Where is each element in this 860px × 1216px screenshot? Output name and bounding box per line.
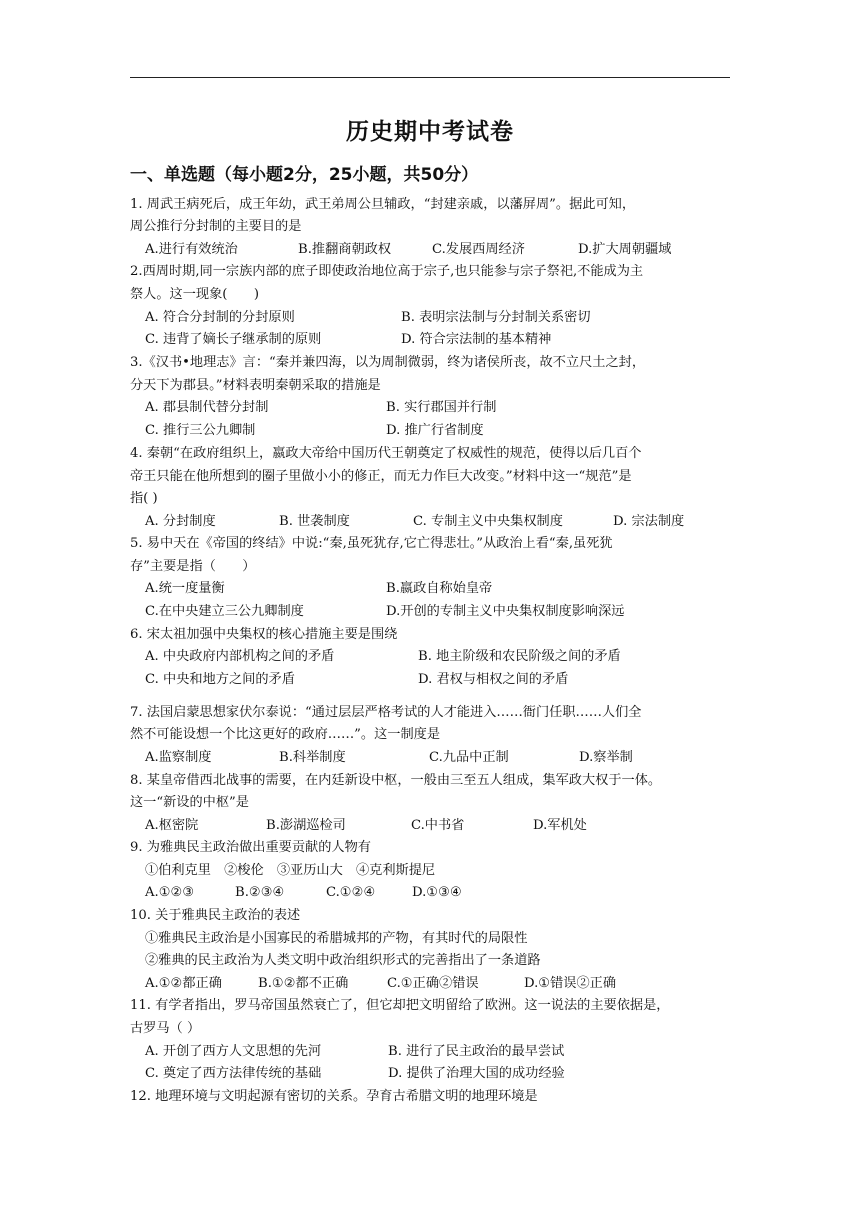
question-11-line-2: 古罗马（ ） (130, 1021, 201, 1036)
question-7-option-b: B.科举制度 (279, 750, 346, 765)
question-5-option-a: A.统一度量衡 (145, 581, 225, 596)
question-11-option-c: C. 奠定了西方法律传统的基础 (145, 1066, 322, 1081)
question-2-option-a: A. 符合分封制的分封原则 (145, 310, 295, 325)
question-7-line-1: 7. 法国启蒙思想家伏尔泰说：“通过层层严格考试的人才能进入……衙门任职……人们全 (130, 705, 642, 720)
question-9-option-a: A.①②③ (145, 885, 195, 900)
question-6-option-a: A. 中央政府内部机构之间的矛盾 (145, 649, 335, 664)
question-3-option-b: B. 实行郡国并行制 (386, 400, 497, 415)
question-7-option-d: D.察举制 (579, 750, 633, 765)
question-1-line-1: 1. 周武王病死后，成王年幼，武王弟周公旦辅政，“封建亲戚，以藩屏周”。据此可知， (130, 197, 636, 212)
question-9-option-b: B.②③④ (235, 885, 285, 900)
question-1-option-d: D.扩大周朝疆域 (578, 242, 672, 257)
question-4-line-2: 帝王只能在他所想到的圈子里做小小的修正，而无力作巨大改变。”材料中这一“规范”是 (130, 469, 632, 484)
question-11-option-b: B. 进行了民主政治的最早尝试 (388, 1044, 565, 1059)
question-3-option-d: D. 推广行省制度 (386, 423, 484, 438)
question-11-option-d: D. 提供了治理大国的成功经验 (388, 1066, 565, 1081)
question-10-line-1: 10. 关于雅典民主政治的表述 (130, 908, 301, 923)
question-10-option-c: C.①正确②错误 (387, 976, 479, 991)
question-3-option-a: A. 郡县制代替分封制 (145, 400, 269, 415)
question-9-option-c: C.①②④ (326, 885, 376, 900)
question-6-option-d: D. 君权与相权之间的矛盾 (418, 672, 569, 687)
question-1-line-2: 周公推行分封制的主要目的是 (130, 219, 302, 234)
question-5-line-2: 存”主要是指（ ） (130, 559, 256, 574)
question-2-option-d: D. 符合宗法制的基本精神 (401, 332, 552, 347)
question-8-option-d: D.军机处 (533, 818, 587, 833)
question-4-option-b: B. 世袭制度 (279, 514, 350, 529)
question-8-line-2: 这一“新设的中枢”是 (130, 795, 249, 810)
question-2-line-1: 2.西周时期,同一宗族内部的庶子即使政治地位高于宗子,也只能参与宗子祭祀,不能成为主 (130, 264, 644, 279)
question-4-line-3: 指( ) (130, 491, 158, 506)
question-4-option-d: D. 宗法制度 (613, 514, 685, 529)
question-9-option-d: D.①③④ (412, 885, 462, 900)
question-7-line-2: 然不可能设想一个比这更好的政府……”。这一制度是 (130, 727, 441, 742)
question-8-option-a: A.枢密院 (145, 818, 199, 833)
question-3-line-2: 分天下为郡县。”材料表明秦朝采取的措施是 (130, 378, 381, 393)
question-7-option-a: A.监察制度 (145, 750, 212, 765)
question-10-option-d: D.①错误②正确 (524, 976, 617, 991)
header-rule (130, 77, 730, 78)
question-7-option-c: C.九品中正制 (429, 750, 509, 765)
question-1-option-a: A.进行有效统治 (145, 242, 238, 257)
question-4-option-c: C. 专制主义中央集权制度 (413, 514, 563, 529)
question-6-option-c: C. 中央和地方之间的矛盾 (145, 672, 295, 687)
question-10-line-2: ①雅典民主政治是小国寡民的希腊城邦的产物，有其时代的局限性 (145, 931, 528, 946)
question-5-option-d: D.开创的专制主义中央集权制度影响深远 (386, 604, 625, 619)
question-2-option-b: B. 表明宗法制与分封制关系密切 (401, 310, 591, 325)
question-10-option-a: A.①②都正确 (145, 976, 222, 991)
question-5-line-1: 5. 易中天在《帝国的终结》中说:“秦,虽死犹存,它亡得悲壮。”从政治上看“秦,虽死犹 (130, 536, 613, 551)
question-4-line-1: 4. 秦朝“在政府组织上，嬴政大帝给中国历代王朝奠定了权威性的规范，使得以后几百个 (130, 446, 642, 461)
question-8-option-c: C.中书省 (411, 818, 465, 833)
question-1-option-b: B.推翻商朝政权 (298, 242, 392, 257)
question-5-option-c: C.在中央建立三公九卿制度 (145, 604, 304, 619)
question-10-line-3: ②雅典的民主政治为人类文明中政治组织形式的完善指出了一条道路 (145, 953, 541, 968)
question-9-line-1: 9. 为雅典民主政治做出重要贡献的人物有 (130, 840, 371, 855)
page-title: 历史期中考试卷 (346, 119, 514, 145)
section-heading: 一、单选题（每小题2分，25小题，共50分） (130, 165, 479, 185)
question-2-option-c: C. 违背了嫡长子继承制的原则 (145, 332, 322, 347)
question-8-option-b: B.澎湖巡检司 (266, 818, 346, 833)
question-8-line-1: 8. 某皇帝借西北战事的需要，在内廷新设中枢，一般由三至五人组成，集军政大权于一体。 (130, 773, 662, 788)
question-11-option-a: A. 开创了西方人文思想的先河 (145, 1044, 322, 1059)
question-6-line-1: 6. 宋太祖加强中央集权的核心措施主要是围绕 (130, 627, 398, 642)
question-10-option-b: B.①②都不正确 (258, 976, 349, 991)
question-1-option-c: C.发展西周经济 (432, 242, 525, 257)
question-4-option-a: A. 分封制度 (145, 514, 216, 529)
question-5-option-b: B.嬴政自称始皇帝 (386, 581, 493, 596)
question-6-option-b: B. 地主阶级和农民阶级之间的矛盾 (418, 649, 621, 664)
question-9-line-2: ①伯利克里 ②梭伦 ③亚历山大 ④克利斯提尼 (145, 863, 436, 878)
question-11-line-1: 11. 有学者指出，罗马帝国虽然衰亡了，但它却把文明留给了欧洲。这一说法的主要依据是， (130, 998, 670, 1013)
question-3-option-c: C. 推行三公九卿制 (145, 423, 256, 438)
question-12-line-1: 12. 地理环境与文明起源有密切的关系。孕育古希腊文明的地理环境是 (130, 1089, 538, 1104)
question-2-line-2: 祭人。这一现象( ) (130, 287, 259, 302)
question-3-line-1: 3.《汉书•地理志》言：“秦并兼四海，以为周制微弱，终为诸侯所丧，故不立尺土之封， (130, 355, 646, 370)
